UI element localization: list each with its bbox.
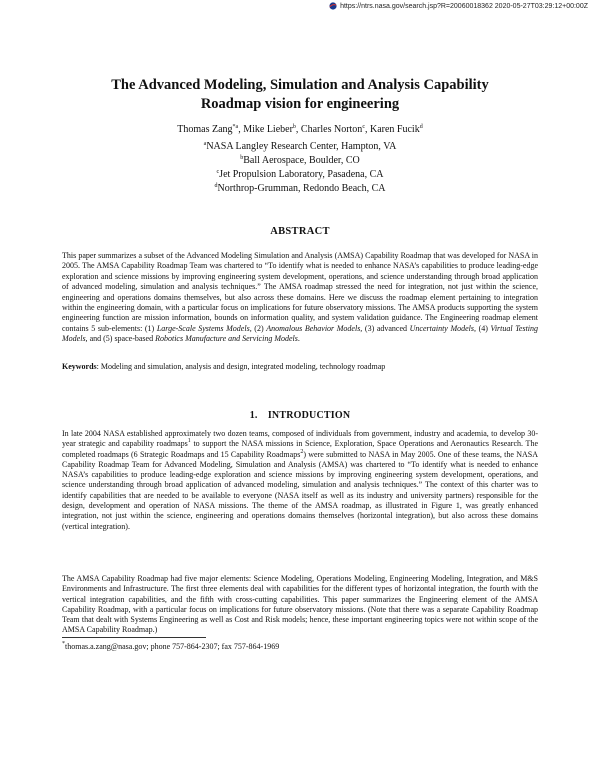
author-affil-mark: b: [292, 124, 296, 130]
author-list: Thomas Zang$^{*a}$, Mike Lieber$^b$, Charles Norton$^c$, Karen Fucik$^d$: [177, 124, 423, 135]
reference-mark: 1: [187, 438, 191, 445]
nasa-ntrs-logo-icon: [329, 2, 337, 10]
abstract-subelement: Large-Scale Systems Models,: [156, 323, 252, 333]
abstract-text: This paper summarizes a subset of the Advanced Modeling Simulation and Analysis (AMSA) Capability Roadmap that was developed for NASA in 2005. The AMSA Capability Roadmap Team was chartered to “To identify what is needed to enhance NASA’s capabilities to produce leading-edge exploration and science missions by improving engineering system development, operations, and science understanding through broad application of advanced modeling, simulation and analysis techniques.” The AMSA roadmap stressed the need for integration, not just within the science, engineering and operations domains themselves, but also across these domains. Here we discuss the roadmap element pertaining to integration within the engineering domain, with a particular focus on implications for future observatory missions. The AMSA products supporting the system engineering function are mission information, bounds on information quality, and system validation guidance. The Engineering roadmap element contains 5 sub-elements: (1): [62, 251, 538, 333]
affil-text: Ball Aerospace, Boulder, CO: [243, 155, 360, 166]
intro-paragraph-2: The AMSA Capability Roadmap had five major elements: Science Modeling, Operations Modeling, Engineering Modeling, Integration, and M&S Environments and Infrastructure. The first three elements deal with capabilities for the different types of horizontal integration, the fourth with the vertical integration capabilities, and the fifth with cross-cutting capabilities. This paper summarizes the Engineering element of the AMSA Capability Roadmap, with a particular focus on implications for future observatory missions. (Note that there was a separate Capability Roadmap Team that dealt with Systems Engineering as well as Cost and Risk models; hence, these important engineering topics were not within scope of the AMSA Capability Roadmap.): [62, 574, 538, 635]
abstract-subelement: Anomalous Behavior Models,: [266, 323, 363, 333]
footnote-divider: [62, 637, 206, 638]
abstract-end: .: [297, 334, 300, 344]
abstract-body: [62, 251, 538, 345]
affiliation: [60, 168, 540, 182]
title-line-1: The Advanced Modeling, Simulation and Analysis Capability: [111, 77, 489, 93]
author-affil-mark: c: [362, 124, 365, 130]
affil-text: Northrop-Grumman, Redondo Beach, CA: [217, 183, 386, 194]
abstract-separator: (3) advanced: [362, 323, 410, 333]
reference-mark: 2: [300, 448, 304, 455]
affil-mark: b: [240, 155, 244, 161]
affiliation: [60, 182, 540, 196]
download-banner: [329, 2, 588, 10]
author-name: Charles Norton: [300, 124, 363, 135]
footnote-text: thomas.a.zang@nasa.gov; phone 757-864-2307; fax 757-864-1969: [65, 642, 280, 651]
affil-mark: a: [203, 141, 207, 147]
affil-text: Jet Propulsion Laboratory, Pasadena, CA: [219, 169, 384, 180]
abstract-separator: and (5) space-based: [87, 334, 156, 344]
keywords: [62, 362, 538, 371]
author-name: Thomas Zang: [177, 124, 233, 135]
keywords-label: Keywords: [62, 362, 97, 371]
affil-mark: c: [216, 169, 220, 175]
footnote-mark: *: [62, 641, 65, 647]
abstract-subelement: Uncertainty Models,: [409, 323, 476, 333]
paragraph-text: ) were submitted to NASA in May 2005. One of these teams, the NASA Capability Roadmap Team for Advanced Modeling, Simulation and Analysis (AMSA) was chartered to “To identify what is needed to enhance NASA’s capabilities to produce leading-edge exploration and science missions by improving engineering system development, operations, and science understanding through broad application of advanced modeling, simulation and analysis techniques.” The context of this charter was to identify capabilities that are needed to be available to everyone (NASA itself as well as its industry and university partners) responsible for the design, development and operation of NASA missions. The theme of the AMSA roadmap, as illustrated in Figure 1, was greatly enhanced integration, not just within the science, engineering and operations domains themselves (horizontal integration), but also across these domains (vertical integration).: [62, 449, 538, 531]
keywords-text: : Modeling and simulation, analysis and design, integrated modeling, technology roadmap: [96, 362, 386, 371]
intro-paragraph-1: [62, 429, 538, 532]
affiliation-list: [60, 140, 540, 196]
title-line-2: Roadmap vision for engineering: [200, 96, 400, 112]
author-name: Mike Lieber: [243, 124, 293, 135]
paragraph-text: In late 2004 NASA established approximately two dozen teams, composed of individuals from government, industry and academia, to develop 30-year strategic and capability roadmaps: [62, 429, 538, 449]
affil-text: NASA Langley Research Center, Hampton, VA: [206, 141, 397, 152]
author-affil-mark: *a: [232, 124, 239, 130]
affil-mark: d: [214, 183, 218, 189]
abstract-separator: (4): [476, 323, 491, 333]
affiliation: [60, 154, 540, 168]
abstract-separator: (2): [251, 323, 267, 333]
author-affil-mark: d: [419, 124, 423, 130]
abstract-subelement: Robotics Manufacture and Servicing Models: [155, 334, 298, 344]
abstract-heading: ABSTRACT: [270, 226, 330, 237]
source-url[interactable]: https://ntrs.nasa.gov/search.jsp?R=20060018362 2020-05-27T03:29:12+00:00Z: [340, 2, 588, 10]
abstract-subelement: Virtual Testing Models,: [62, 323, 539, 344]
footnote: [62, 642, 538, 651]
paragraph-text: to support the NASA missions in Science, Exploration, Space Operations and Aeronautics Research. The completed roadmaps (6 Strategic Roadmaps and 15 Capability Roadmaps: [62, 439, 538, 459]
author-name: Karen Fucik: [369, 124, 420, 135]
affiliation: [60, 140, 540, 154]
paper-title: [60, 76, 540, 114]
section-heading-introduction: 1. INTRODUCTION: [249, 410, 351, 421]
